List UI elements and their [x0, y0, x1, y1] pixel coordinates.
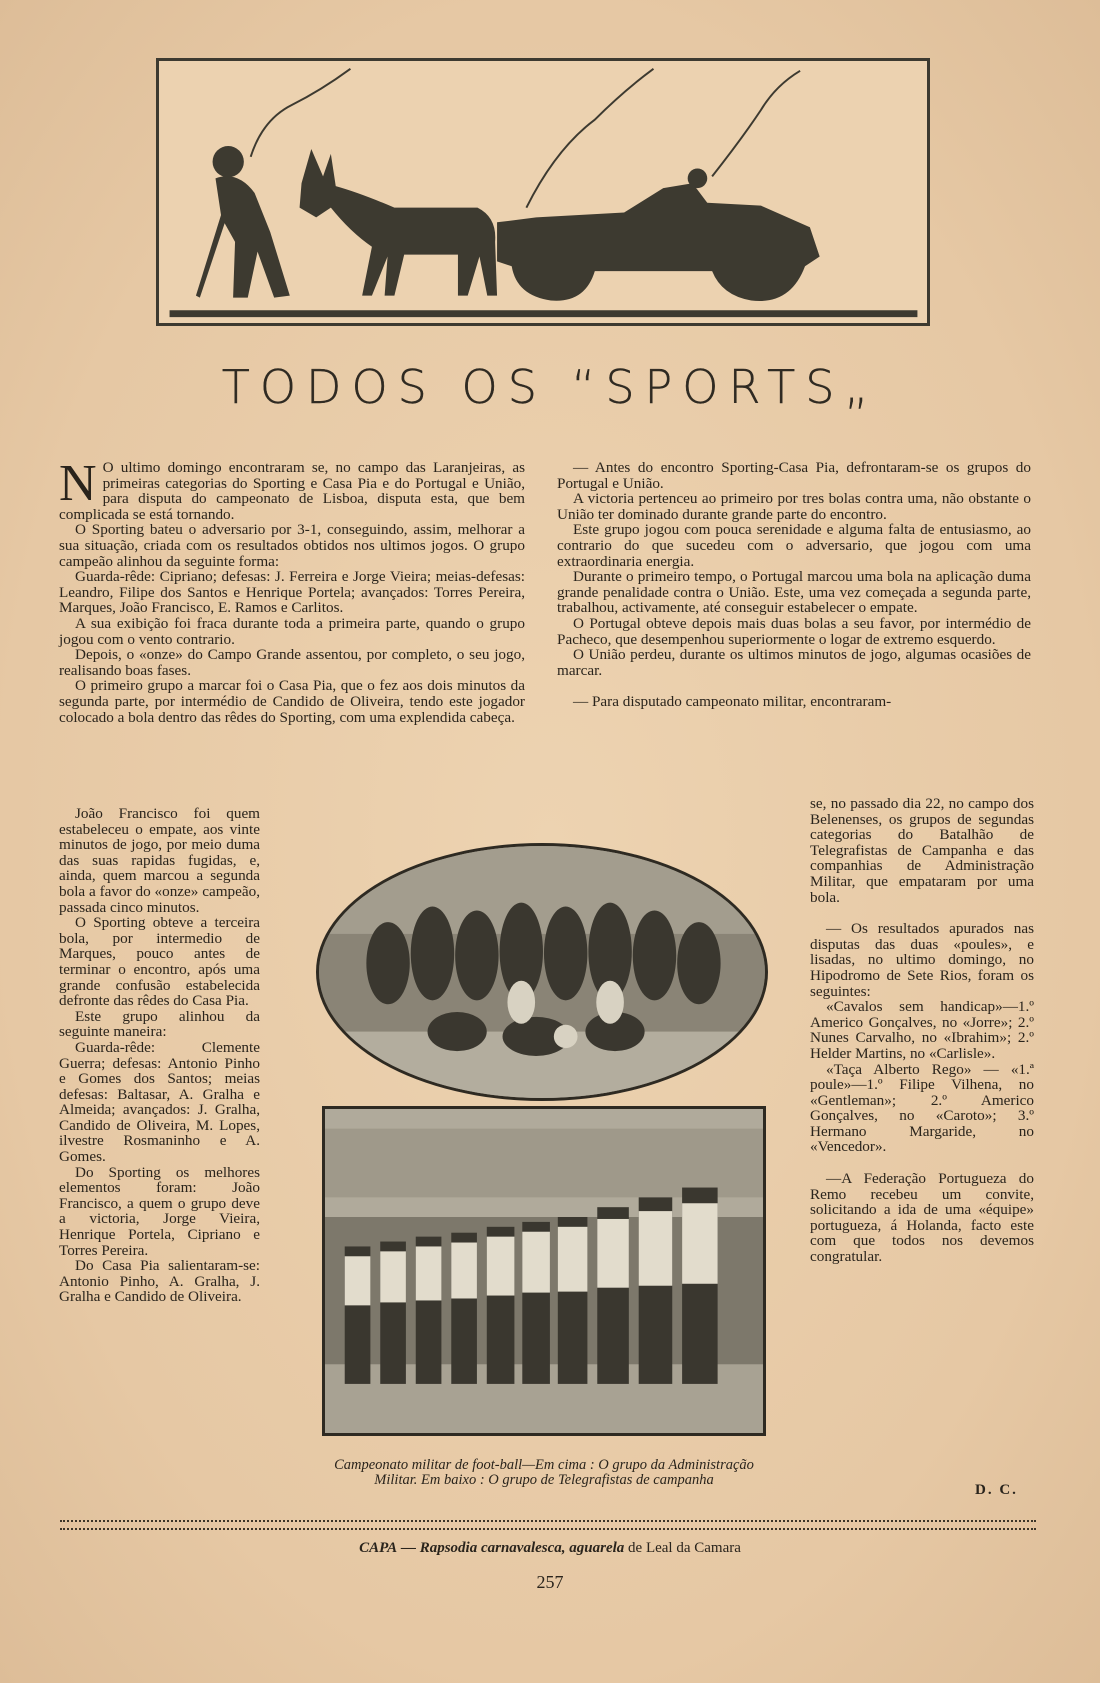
team-photo-image [319, 846, 765, 1098]
article-paragraph: Durante o primeiro tempo, o Portugal marcou uma bola na aplicação duma grande penalidade contra o União. Este, uma vez começada a segunda parte, trabalhou, activamente, até conseguir estabelecer o empate. [557, 568, 1031, 617]
article-paragraph: O Sporting bateu o adversario por 3-1, conseguindo, assim, melhorar a sua situação, criada com os resultados obtidos nos ultimos jogos. O grupo campeão alinhou da seguinte forma: [59, 521, 525, 570]
page-number: 257 [536, 1572, 564, 1592]
article-paragraph: Este grupo jogou com pouca serenidade e alguma falta de entusiasmo, ao contrario do que sucedeu com o adversario, que jogou com uma extraordinaria energia. [557, 521, 1031, 570]
team-photo-administracao-militar [316, 843, 768, 1101]
article-paragraph: A victoria pertenceu ao primeiro por tres bolas contra uma, não obstante o União ter dominado durante grande parte do encontro. [557, 490, 1031, 523]
article-paragraph: — Os resultados apurados nas disputas das duas «poules», e lisadas, no ultimo domingo, no Hipodromo de Sete Rios, foram os seguintes: [810, 920, 1034, 1000]
column-2-narrow [810, 796, 1034, 1265]
cover-credit-medium: aguarela [569, 1540, 625, 1556]
article-paragraph: se, no passado dia 22, no campo dos Belenenses, os grupos de segundas categorias do Batalhão de Telegrafistas de Campanha e das companhias de Administração Militar, que empataram por uma bola. [810, 795, 1034, 906]
article-paragraph: O primeiro grupo a marcar foi o Casa Pia, que o fez aos dois minutos da segunda parte, por intermédio de Candido de Oliveira, tendo este jogador colocado a bola dentro das rêdes do Sporting, com uma explendida cabeça. [59, 677, 525, 726]
article-paragraph: O Portugal obteve depois mais duas bolas a seu favor, por intermédio de Pacheco, que desempenhou superiormente o logar de extremo esquerdo. [557, 614, 1031, 648]
article-paragraph: Este grupo alinhou da seguinte maneira: [59, 1007, 260, 1041]
cover-credit-author: de Leal da Camara [628, 1540, 741, 1556]
team-photo-image [325, 1109, 763, 1433]
article-paragraph: Guarda-rêde: Clemente Guerra; defesas: Antonio Pinho e Gomes dos Santos; meias defesas: Baltasar, A. Gralha e Almeida; avançados: J. Gralha, Candido de Oliveira, M. Lopes, ilvestre Rosmaninho e A. Gomes. [59, 1038, 260, 1166]
article-paragraph: — Para disputado campeonato militar, encontraram- [573, 693, 892, 711]
article-paragraph: A sua exibição foi fraca durante toda a primeira parte, quando o grupo jogou com o vento contrario. [59, 614, 525, 648]
article-paragraph: «Cavalos sem handicap»—1.º Americo Gonçalves, no «Jorre»; 2.º Nunes Carvalho, no «Ibrahim»; 2.º Helder Martins, no «Carlisle». [810, 998, 1034, 1062]
column-2 [557, 460, 1031, 710]
article-paragraph: O Sporting obteve a terceira bola, por intermedio de Marques, pouco antes de terminar o encontro, após uma grande confusão estabelecida defronte das rêdes do Casa Pia. [59, 914, 260, 1010]
article-paragraph: O União perdeu, durante os ultimos minutos de jogo, algumas ocasiões de marcar. [557, 646, 1031, 679]
photo-caption: Campeonato militar de foot-ball—Em cima : O grupo da Administração Militar. Em baixo : O grupo de Telegrafistas de campanha [334, 1457, 754, 1488]
cover-credit-title: Rapsodia carnavalesca, [419, 1540, 566, 1556]
article-paragraph: N O ultimo domingo encontraram se, no campo das Laranjeiras, as primeiras categorias do Sporting e Casa Pia e do Portugal e União, para disputa do campeonato de Lisboa, disputa esta, que bem complicada se está tornando. [59, 455, 525, 523]
column-1 [59, 455, 525, 726]
drop-cap: N [59, 455, 97, 512]
masthead-illustration [156, 58, 930, 326]
page-headline: TODOS OS “SPORTS„ [221, 360, 879, 414]
cover-credit-label: CAPA [359, 1540, 398, 1556]
cover-credit [0, 1540, 1100, 1557]
article-paragraph: Depois, o «onze» do Campo Grande assentou, por completo, o seu jogo, realisando boas fases. [59, 646, 525, 679]
article-paragraph: João Francisco foi quem estabeleceu o empate, aos vinte minutos de jogo, por meio duma das suas rapidas fugidas, e, ainda, quem marcou a segunda bola a favor do «onze» campeão, passada cinco minutos. [59, 805, 260, 916]
author-signature: D. C. [975, 1482, 1018, 1498]
team-photo-telegrafistas [322, 1106, 766, 1436]
column-1-narrow [59, 806, 260, 1305]
article-paragraph: Do Sporting os melhores elementos foram: João Francisco, a quem o grupo deve a victoria, Jorge Vieira, Henrique Portela, Cipriano e Torres Pereira. [59, 1163, 260, 1259]
article-paragraph: Guarda-rêde: Cipriano; defesas: J. Ferreira e Jorge Vieira; meias-defesas: Leandro, Filipe dos Santos e Henrique Portela; avançados: Torres Pereira, Marques, João Francisco, E. Ramos e Carlitos. [59, 568, 525, 617]
article-paragraph: Do Casa Pia salientaram-se: Antonio Pinho, A. Gralha, J. Gralha e Candido de Oliveira. [59, 1257, 260, 1306]
article-paragraph: —A Federação Portugueza do Remo recebeu um convite, solicitando a ida de uma «équipe» portugueza, á Holanda, facto este com que todos nos devemos congratular. [810, 1170, 1034, 1266]
cover-credit-dash: — [400, 1540, 416, 1556]
dotted-rule [60, 1520, 1036, 1530]
article-paragraph: «Taça Alberto Rego» — «1.ª poule»—1.º Filipe Vilhena, no «Gentleman»; 2.º Americo Gonçalves, no «Caroto»; 3.º Hermano Margaride, no «Vencedor». [810, 1060, 1034, 1156]
article-paragraph: — Antes do encontro Sporting-Casa Pia, defrontaram-se os grupos do Portugal e União. [557, 459, 1031, 492]
silhouette-donkey-towing-car [159, 61, 927, 323]
